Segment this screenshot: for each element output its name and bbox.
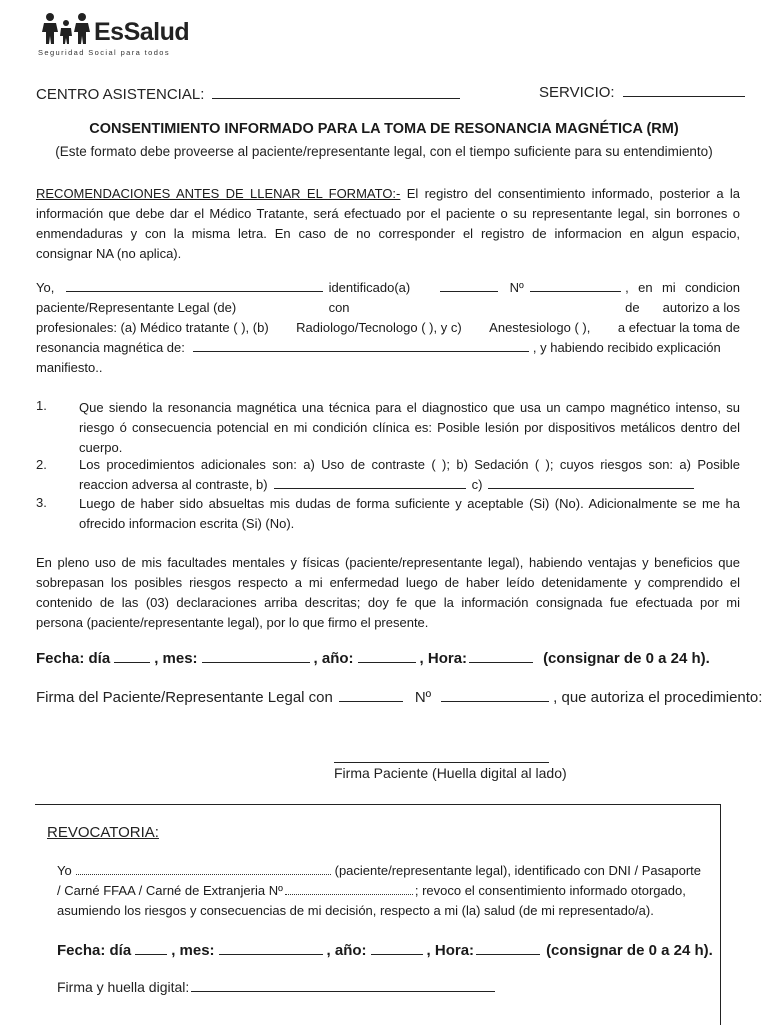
item-2-riesgo-b-label: reaccion adversa al contraste, b) [79, 477, 268, 492]
recomendaciones-heading: RECOMENDACIONES ANTES DE LLENAR EL FORMATO:- [36, 186, 401, 201]
fecha-mes-blank[interactable] [202, 650, 310, 663]
revocatoria-fecha-mes-label: , mes: [171, 942, 215, 959]
item-2-riesgo-c-label: c) [471, 477, 483, 492]
item-1-line-3: cuerpo. [79, 440, 123, 455]
firma-autoriza-label: , que autoriza el procedimiento: [553, 689, 763, 706]
item-2-line-1: Los procedimientos adicionales son: a) Uso de contraste ( ); b) Sedación ( ); cuyos riesgos son: a) Posible [79, 457, 740, 472]
item-2-number: 2. [36, 457, 47, 472]
item-1-number: 1. [36, 398, 47, 413]
item-1-line-2: riesgo ó consecuencia potencial en mi condición clínica es: Posible lesión por dispositivos metálicos dentro del [79, 420, 740, 435]
revocatoria-documento-blank[interactable] [285, 883, 413, 895]
efectuar-label: a efectuar la toma de [617, 320, 740, 335]
revocatoria-revoco-label: ; revoco el consentimiento informado otorgado, [414, 883, 686, 898]
revocatoria-fecha-dia-blank[interactable] [135, 942, 167, 955]
firma-numero-label: Nº [414, 689, 432, 706]
yo-label: Yo, [36, 280, 55, 295]
item-3-line-1: Luego de haber sido absueltas mis dudas de forma suficiente y aceptable (Si) (No). Adicionalmente se me ha [79, 496, 740, 511]
document-subtitle: (Este formato debe proveerse al paciente/representante legal, con el tiempo suficiente para su entendimiento) [55, 144, 713, 159]
revocatoria-firma-label: Firma y huella digital: [57, 979, 190, 995]
revocatoria-line-3: asumiendo los riesgos y consecuencias de mi decisión, respecto a mi (la) salud (de mi representado/a). [57, 903, 654, 918]
firma-representante-row [36, 689, 762, 706]
pleno-uso-line-2: sobrepasan los posibles riesgos respecto a mi enfermedad luego de haber leído detenidamente y comprendido el [36, 575, 740, 590]
revocatoria-firma-row [57, 979, 495, 995]
resonancia-label: resonancia magnética de: [36, 340, 185, 355]
revocatoria-fecha-mes-blank[interactable] [219, 942, 323, 955]
paciente-de-label: paciente/Representante Legal (de) [36, 300, 237, 315]
firma-representante-label: Firma del Paciente/Representante Legal con [36, 689, 333, 706]
revocatoria-fecha-dia-label: Fecha: día [57, 942, 132, 959]
manifiesto-label: manifiesto.. [36, 360, 103, 375]
revocatoria-heading: REVOCATORIA: [47, 824, 159, 841]
fecha-mes-label: , mes: [154, 650, 198, 667]
brand-tagline: Seguridad Social para todos [38, 48, 171, 57]
recomendaciones-text-1: El registro del consentimiento informado, posterior a la [406, 186, 740, 201]
declaracion-line-4 [36, 338, 740, 358]
fecha-firma-row [36, 650, 710, 667]
declaracion-section [36, 278, 740, 378]
recomendaciones-section [36, 184, 740, 264]
revocatoria-fecha-anio-label: , año: [326, 942, 367, 959]
fecha-consignar-label: (consignar de 0 a 24 h). [543, 650, 710, 667]
pleno-uso-line-1: En pleno uso de mis facultades mentales y físicas (paciente/representante legal), habiendo ventajas y beneficios que [36, 555, 740, 570]
revocatoria-fecha-hora-label: , Hora: [426, 942, 475, 959]
pleno-uso-paragraph [36, 553, 740, 633]
documento-tipo-blank[interactable] [440, 279, 498, 292]
item-1-text [79, 398, 740, 458]
recomendaciones-line-1 [36, 184, 740, 204]
item-2-text [79, 455, 740, 495]
revocatoria-identificado-label: (paciente/representante legal), identificado con DNI / Pasaporte [334, 863, 701, 878]
item-3-text [79, 494, 740, 534]
brand-name: EsSalud [94, 18, 190, 46]
radiologo-label: Radiologo/Tecnologo ( ), y c) [296, 320, 462, 335]
servicio-blank[interactable] [623, 84, 745, 97]
revocatoria-fecha-row [57, 942, 713, 959]
item-3-number: 3. [36, 495, 47, 510]
autorizo-label: autorizo a los [662, 300, 740, 315]
nombre-blank[interactable] [66, 279, 322, 292]
declaracion-line-3 [36, 318, 740, 338]
servicio-label: SERVICIO: [539, 84, 615, 101]
fecha-dia-blank[interactable] [114, 650, 150, 663]
centro-asistencial-field [36, 86, 460, 103]
fecha-hora-label: , Hora: [419, 650, 468, 667]
resonancia-blank[interactable] [193, 339, 529, 352]
document-title: CONSENTIMIENTO INFORMADO PARA LA TOMA DE RESONANCIA MAGNÉTICA (RM) [89, 121, 679, 137]
item-2-line-2 [79, 475, 740, 495]
pleno-uso-line-4: persona (paciente/representante legal), por lo que firmo el presente. [36, 615, 429, 630]
identificado-label: identificado(a) con [328, 280, 411, 315]
condicion-label: , en mi condicion de [625, 280, 740, 315]
revocatoria-nombre-blank[interactable] [76, 863, 331, 875]
anestesiologo-label: Anestesiologo ( ), [489, 320, 591, 335]
recomendaciones-line-3: enmendaduras y con la misma letra. En caso de no corresponder el registro de informacion en algun espacio, [36, 226, 740, 241]
item-1-line-1: Que siendo la resonancia magnética una técnica para el diagnostico que usa un campo magnético intenso, su [79, 400, 740, 415]
profesionales-label: profesionales: (a) Médico tratante ( ), (b) [36, 320, 269, 335]
fecha-anio-label: , año: [313, 650, 354, 667]
recomendaciones-line-2: información que debe dar el Médico Tratante, será efectuado por el paciente o su representante legal, sin borrones o [36, 206, 740, 221]
fecha-dia-label: Fecha: día [36, 650, 111, 667]
revocatoria-fecha-anio-blank[interactable] [371, 942, 423, 955]
numero-label: Nº [509, 280, 524, 295]
revocatoria-documento-label: / Carné FFAA / Carné de Extranjeria Nº [57, 883, 283, 898]
fecha-hora-blank[interactable] [469, 650, 533, 663]
servicio-field [539, 84, 745, 101]
centro-asistencial-label: CENTRO ASISTENCIAL: [36, 86, 205, 103]
revocatoria-line-2 [57, 881, 701, 901]
revocatoria-fecha-consignar-label: (consignar de 0 a 24 h). [546, 942, 713, 959]
riesgo-c-blank[interactable] [488, 476, 694, 489]
revocatoria-firma-blank[interactable] [191, 979, 495, 992]
habiendo-label: , y habiendo recibido explicación [532, 340, 721, 355]
centro-asistencial-blank[interactable] [212, 86, 460, 99]
firma-documento-numero-blank[interactable] [441, 689, 549, 702]
pleno-uso-line-3: contenido de las (03) declaraciones arriba descritas; doy fe que la información consignada fue efectuada por mi [36, 595, 740, 610]
fecha-anio-blank[interactable] [358, 650, 416, 663]
documento-numero-blank[interactable] [530, 279, 621, 292]
revocatoria-fecha-hora-blank[interactable] [476, 942, 540, 955]
item-3-line-2: ofrecido informacion escrita (Si) (No). [79, 516, 295, 531]
revocatoria-text [57, 861, 701, 921]
recomendaciones-line-4: consignar NA (no aplica). [36, 246, 182, 261]
revocatoria-line-1 [57, 861, 701, 881]
revocatoria-yo-label: Yo [57, 863, 72, 878]
firma-paciente-line[interactable] [334, 762, 549, 763]
firma-documento-tipo-blank[interactable] [339, 689, 403, 702]
firma-paciente-label: Firma Paciente (Huella digital al lado) [334, 765, 567, 781]
riesgo-b-blank[interactable] [274, 476, 466, 489]
